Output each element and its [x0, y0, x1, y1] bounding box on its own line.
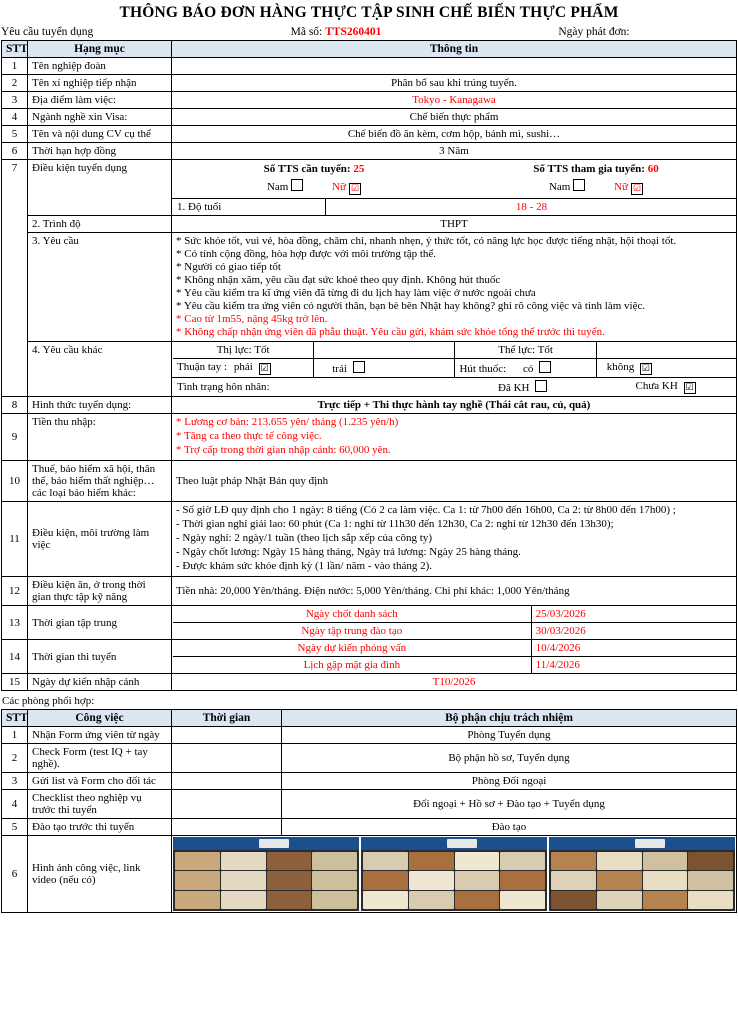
table-row-other-requirements: [2, 342, 737, 378]
photo-banner-1: [173, 837, 359, 850]
exam-cell: [172, 640, 737, 674]
marital-label: Tình trạng hôn nhân:: [177, 381, 270, 393]
gathering-label: Ngày tập trung đào tạo: [173, 623, 531, 640]
row-stt: 7: [2, 160, 28, 397]
single-cell: [594, 378, 737, 396]
row-stt: 3: [2, 92, 28, 109]
row-info: [172, 58, 737, 75]
row-stt: 10: [2, 461, 28, 502]
subtitle-code: [221, 25, 451, 39]
row-category: Điều kiện ăn, ở trong thời gian thực tập kỹ năng: [28, 577, 172, 606]
smoke-label: Hút thuốc:: [459, 363, 507, 375]
married-checkbox[interactable]: [535, 380, 547, 392]
row-info: Phân bổ sau khi trúng tuyển.: [172, 75, 737, 92]
table-row: [2, 397, 737, 414]
hand-left-cell: [314, 359, 455, 378]
table-row: [2, 744, 737, 773]
row-category: Thời gian tập trung: [28, 606, 172, 640]
hand-left-label: trái: [332, 363, 347, 375]
coordination-note: Các phòng phối hợp:: [2, 695, 95, 707]
row-stt: 12: [2, 577, 28, 606]
table-row-education: [2, 216, 737, 233]
row-stt: 13: [2, 606, 28, 640]
fitness-label: Thể lực:: [498, 344, 536, 356]
document-title: THÔNG BÁO ĐƠN HÀNG THỰC TẬP SINH CHẾ BIẾN THỰC PHẨM: [119, 4, 619, 21]
row-stt: 4: [2, 790, 28, 819]
row-stt: 9: [2, 414, 28, 461]
row-info: Tokyo - Kanagawa: [172, 92, 737, 109]
row-stt: 11: [2, 502, 28, 577]
row-task: Hình ảnh công việc, link video (nếu có): [28, 836, 172, 913]
row-info: Chế biến đồ ăn kèm, cơm hộp, bánh mì, sushi…: [172, 126, 737, 143]
work-photo-1[interactable]: [173, 837, 359, 911]
row-category: Địa điểm làm việc:: [28, 92, 172, 109]
row-info: 3 Năm: [172, 143, 737, 160]
row-info: T10/2026: [172, 674, 737, 691]
gathering-value: 25/03/2026: [531, 606, 737, 623]
table-row: [2, 819, 737, 836]
male-label-2: Nam: [548, 181, 571, 193]
requirement-item-red: * Cao từ 1m55, nặng 45kg trở lên.: [176, 313, 328, 325]
row-dept: Bộ phận hồ sơ, Tuyển dụng: [282, 744, 737, 773]
photo-banner-3: [549, 837, 735, 850]
female-checkbox-2[interactable]: ☑: [632, 183, 642, 193]
age-label: 1. Độ tuổi: [173, 199, 326, 215]
table-row: [2, 674, 737, 691]
row-category: Ngành nghề xin Visa:: [28, 109, 172, 126]
requirement-item: * Sức khỏe tốt, vui vẻ, hòa đồng, chăm chỉ, nhanh nhẹn, ý thức tốt, có năng lực học được tiếng nhật, hội thoại tốt.: [176, 235, 677, 247]
table-row-income: [2, 414, 737, 461]
row-stt: 1: [2, 727, 28, 744]
income-cell: [172, 414, 737, 461]
requirement-item: * Yêu cầu kiểm tra ứng viên có người thân, bạn bè bên Nhật hay không? ghi rõ công việc và tình làm việc.: [176, 300, 646, 312]
header-info: Thông tin: [172, 41, 737, 58]
work-conditions-cell: [172, 502, 737, 577]
work-photo-3[interactable]: [549, 837, 735, 911]
work-condition-line: - Thời gian nghỉ giải lao: 60 phút (Ca 1: nghỉ từ 11h30 đến 12h30, Ca 2: nghỉ từ 12h30 đến 13h30);: [176, 518, 614, 530]
income-line: * Tăng ca theo thực tế công việc.: [176, 430, 322, 442]
exam-label: Ngày dự kiến phỏng vấn: [173, 640, 531, 657]
row-stt: 3: [2, 773, 28, 790]
row-time: [172, 773, 282, 790]
hand-label: Thuận tay :: [177, 361, 228, 373]
row-time: [172, 727, 282, 744]
row-category: Điều kiện tuyển dụng: [28, 160, 172, 216]
code-label: Mã số:: [290, 26, 323, 38]
row-task: Check Form (test IQ + tay nghề).: [28, 744, 172, 773]
fitness-cell: [455, 342, 596, 359]
row-category: Thời hạn hợp đồng: [28, 143, 172, 160]
row-time: [172, 744, 282, 773]
join-label: Số TTS tham gia tuyển:: [533, 163, 645, 175]
other-requirements-label: 4. Yêu cầu khác: [28, 342, 172, 397]
row-stt: 6: [2, 836, 28, 913]
header-stt: STT: [2, 41, 28, 58]
row-info: Chế biến thực phẩm: [172, 109, 737, 126]
row-category: Tên xí nghiệp tiếp nhận: [28, 75, 172, 92]
row-stt: 5: [2, 819, 28, 836]
table-row-requirements: [2, 233, 737, 342]
table-row-conditions: [2, 160, 737, 199]
other-requirements-cell: [172, 342, 737, 378]
row-stt: 2: [2, 744, 28, 773]
header2-dept: Bộ phận chịu trách nhiệm: [282, 710, 737, 727]
subtitle-left: Yêu cầu tuyển dụng: [1, 26, 94, 38]
smoke-no-checkbox[interactable]: ☑: [641, 363, 650, 373]
row-stt: 14: [2, 640, 28, 674]
table-row-conditions-work: [2, 502, 737, 577]
hand-right-label: phải: [233, 361, 253, 373]
female-checkbox[interactable]: ☑: [350, 183, 360, 193]
row-stt: 4: [2, 109, 28, 126]
header-category: Hạng mục: [28, 41, 172, 58]
subtitle-date-label: Ngày phát đơn:: [558, 26, 630, 38]
row-category: Tiền thu nhập:: [28, 414, 172, 461]
photo-banner-2: [361, 837, 547, 850]
header2-stt: STT: [2, 710, 28, 727]
table-row: [2, 727, 737, 744]
row-category: Tên nghiệp đoàn: [28, 58, 172, 75]
table2-header-row: [2, 710, 737, 727]
hand-right-checkbox[interactable]: ☑: [260, 363, 269, 373]
exam-value: 11/4/2026: [531, 657, 737, 674]
smoke-yes-label: có: [522, 363, 534, 375]
header2-task: Công việc: [28, 710, 172, 727]
row-task: Gửi list và Form cho đối tác: [28, 773, 172, 790]
education-value: THPT: [172, 216, 737, 233]
row-info: Theo luật pháp Nhật Bản quy định: [172, 461, 737, 502]
table-row: [2, 790, 737, 819]
row-category: Điều kiện, môi trường làm việc: [28, 502, 172, 577]
table-row: [2, 126, 737, 143]
requirements-cell: [172, 233, 737, 342]
table-row: [2, 461, 737, 502]
requirement-item: * Yêu cầu kiểm tra kĩ ứng viên đã từng đi du lịch hay làm việc ở nước ngoài chưa: [176, 287, 536, 299]
marital-cell: [172, 378, 737, 397]
table-row: [2, 109, 737, 126]
row-time: [172, 790, 282, 819]
single-label: Chưa KH: [635, 380, 678, 392]
female-label-2: Nữ: [614, 181, 629, 193]
requirement-item: * Không nhận xăm, yêu cầu đạt sức khoẻ theo quy định. Không hút thuốc: [176, 274, 501, 286]
gathering-label: Ngày chốt danh sách: [173, 606, 531, 623]
work-condition-line: - Số giờ LĐ quy định cho 1 ngày: 8 tiếng (Có 2 ca làm việc. Ca 1: từ 7h00 đến 16h00, Ca 2: từ 8h00 đến 17h00) ;: [176, 504, 676, 516]
row-info: Trực tiếp + Thi thực hành tay nghề (Thái cắt rau, củ, quả): [172, 397, 737, 414]
requirement-item: * Có tính cộng đồng, hòa hợp được với môi trường tập thể.: [176, 248, 437, 260]
row-stt: 1: [2, 58, 28, 75]
male-label: Nam: [266, 181, 289, 193]
income-line: * Lương cơ bản: 213.655 yên/ tháng (1.235 yên/h): [176, 416, 399, 428]
work-photo-2[interactable]: [361, 837, 547, 911]
row-time: [172, 819, 282, 836]
recruitment-table: [1, 40, 737, 691]
smoke-no-label: không: [606, 361, 635, 373]
table-row: [2, 143, 737, 160]
quota-cell: [172, 160, 737, 199]
married-label: Đã KH: [498, 382, 530, 394]
gathering-value: 30/03/2026: [531, 623, 737, 640]
table-header-row: [2, 41, 737, 58]
table-row: [2, 58, 737, 75]
row-dept: Đào tạo: [282, 819, 737, 836]
document-subtitle: [1, 25, 737, 39]
eyesight-value: Tốt: [254, 344, 270, 356]
need-value: 25: [353, 163, 365, 175]
row-info: Tiền nhà: 20,000 Yên/tháng. Điện nước: 5,000 Yên/tháng. Chi phí khác: 1,000 Yên/tháng: [172, 577, 737, 606]
hand-left-checkbox[interactable]: [353, 361, 365, 373]
header2-time: Thời gian: [172, 710, 282, 727]
table-row: [2, 577, 737, 606]
row-stt: 8: [2, 397, 28, 414]
table-row-images: [2, 836, 737, 913]
eyesight-label: Thị lực:: [216, 344, 252, 356]
coordination-table: [1, 709, 737, 913]
gathering-cell: [172, 606, 737, 640]
smoke-cell: [455, 359, 596, 378]
row-stt: 5: [2, 126, 28, 143]
smoke-no-cell: [596, 359, 737, 378]
row-task: Đào tạo trước thi tuyển: [28, 819, 172, 836]
row-task: Checklist theo nghiệp vụ trước thi tuyển: [28, 790, 172, 819]
income-line: * Trợ cấp trong thời gian nhập cảnh: 60,000 yên.: [176, 444, 391, 456]
requirement-item-red: * Không chấp nhận ứng viên đã phẫu thuật. Yêu cầu gửi, khám sức khỏe tổng thể trước thi tuyển.: [176, 326, 605, 338]
row-category: Hình thức tuyển dụng:: [28, 397, 172, 414]
row-dept: Phòng Tuyển dụng: [282, 727, 737, 744]
row-dept: Phòng Đối ngoại: [282, 773, 737, 790]
requirements-label: 3. Yêu cầu: [28, 233, 172, 342]
female-label: Nữ: [332, 181, 347, 193]
work-condition-line: - Được khám sức khỏe định kỳ (1 lần/ năm - vào tháng 2).: [176, 560, 433, 572]
row-stt: 2: [2, 75, 28, 92]
male-checkbox[interactable]: [291, 179, 303, 191]
exam-label: Lịch gặp mặt gia đình: [173, 657, 531, 674]
table-row: [2, 75, 737, 92]
photo-gallery: [172, 836, 737, 913]
married-cell: [451, 378, 594, 396]
row-task: Nhận Form ứng viên từ ngày: [28, 727, 172, 744]
age-value: 18 - 28: [515, 201, 548, 213]
table-row-exam: [2, 640, 737, 674]
need-label: Số TTS cần tuyển:: [263, 163, 351, 175]
row-category: Thuế, bảo hiểm xã hội, thân thể, bảo hiểm thất nghiệp… các loại bảo hiểm khác:: [28, 461, 172, 502]
work-condition-line: - Ngày nghỉ: 2 ngày/1 tuần (theo lịch sắp xếp của công ty): [176, 532, 432, 544]
male-checkbox-2[interactable]: [573, 179, 585, 191]
requirement-item: * Người có giao tiếp tốt: [176, 261, 281, 273]
join-value: 60: [647, 163, 659, 175]
row-stt: 6: [2, 143, 28, 160]
table-row: [2, 773, 737, 790]
row-category: Ngày dự kiến nhập cảnh: [28, 674, 172, 691]
work-condition-line: - Ngày chốt lương: Ngày 15 hàng tháng, Ngày trả lương: Ngày 25 hàng tháng.: [176, 546, 521, 558]
eyesight-cell: [173, 342, 314, 359]
row-category: Tên và nội dung CV cụ thể: [28, 126, 172, 143]
single-checkbox[interactable]: ☑: [685, 382, 694, 392]
fitness-value: Tốt: [537, 344, 553, 356]
exam-value: 10/4/2026: [531, 640, 737, 657]
hand-cell: [173, 359, 314, 378]
table-row: [2, 92, 737, 109]
row-stt: 15: [2, 674, 28, 691]
table-row-gathering: [2, 606, 737, 640]
code-value: TTS260401: [325, 26, 382, 38]
row-category: Thời gian thi tuyển: [28, 640, 172, 674]
age-cell: [172, 199, 737, 216]
smoke-yes-checkbox[interactable]: [539, 361, 551, 373]
row-dept: Đối ngoại + Hồ sơ + Đào tạo + Tuyển dụng: [282, 790, 737, 819]
education-label: 2. Trình độ: [28, 216, 172, 233]
